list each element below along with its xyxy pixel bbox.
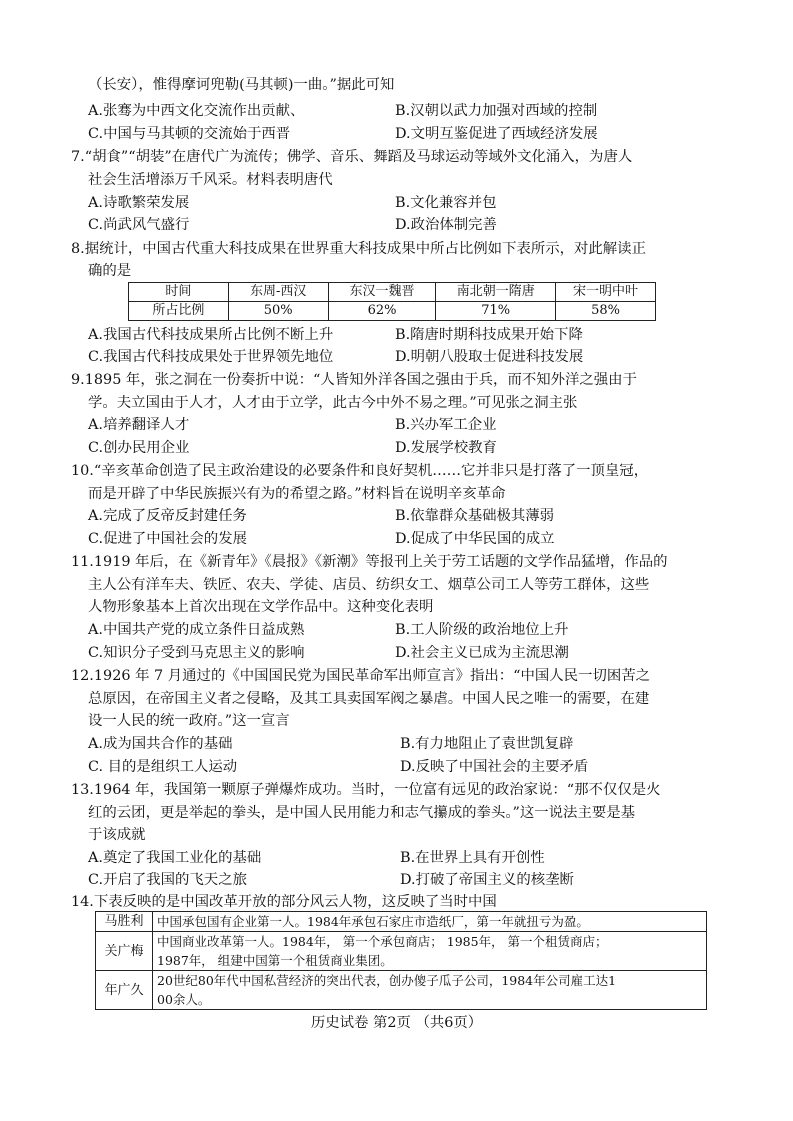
table-row [129, 302, 656, 321]
q9-option-a[interactable]: A.培养翻译人才 [88, 417, 190, 433]
q10-option-c[interactable]: C.促进了中国社会的发展 [88, 531, 247, 547]
q13-option-c[interactable]: C.开启了我国的飞天之旅 [88, 872, 247, 888]
q11-option-d[interactable]: D.社会主义已成为主流思潮 [395, 645, 569, 661]
q7-option-b[interactable]: B.文化兼容并包 [395, 195, 497, 211]
q13-stem-line3: 于该成就 [88, 827, 146, 843]
q13-stem-line2: 红的云团，更是举起的拳头，是中国人民用能力和志气攥成的拳头。”这一说法主要是基 [88, 805, 636, 821]
q8-option-b[interactable]: B.隋唐时期科技成果开始下降 [395, 327, 583, 343]
q12-option-d[interactable]: D.反映了中国社会的主要矛盾 [400, 759, 589, 775]
table-cell: 71% [436, 302, 556, 321]
q12-stem-line1: 12.1926 年 7 月通过的《中国国民党为国民革命军出师宣言》指出：“中国人民一切困苦之 [71, 668, 651, 684]
q8-option-a[interactable]: A.我国古代科技成果所占比例不断上升 [88, 327, 334, 343]
q9-option-d[interactable]: D.发展学校教育 [395, 440, 497, 456]
q13-stem-line1: 13.1964 年，我国第一颗原子弹爆炸成功。当时，一位富有远见的政治家说：“那不仅仅是火 [71, 782, 661, 798]
table-cell: 宋一明中叶 [556, 283, 656, 302]
table-cell-desc [153, 971, 707, 1010]
q12-option-a[interactable]: A.成为国共合作的基础 [88, 736, 233, 752]
table-cell-desc [153, 912, 707, 932]
q10-option-b[interactable]: B.依靠群众基础极其薄弱 [395, 508, 555, 524]
table-cell-desc [153, 932, 707, 971]
q13-option-d[interactable]: D.打破了帝国主义的核垄断 [400, 872, 574, 888]
table-row [96, 932, 707, 971]
q10-stem-line1: 10.“辛亥革命创造了民主政治建设的必要条件和良好契机……它并非只是打落了一顶皇冠， [71, 463, 649, 479]
q8-stem-line1: 8.据统计，中国古代重大科技成果在世界重大科技成果中所占比例如下表所示，对此解读正 [71, 241, 646, 257]
desc-line: 00余人。 [157, 992, 211, 1007]
q11-option-a[interactable]: A.中国共产党的成立条件日益成熟 [88, 622, 305, 638]
table-row [96, 971, 707, 1010]
q7-option-a[interactable]: A.诗歌繁荣发展 [88, 195, 190, 211]
table-cell: 所占比例 [129, 302, 229, 321]
q6-option-c[interactable]: C.中国与马其顿的交流始于西晋 [88, 126, 291, 142]
table-cell: 东汉一魏晋 [328, 283, 436, 302]
q10-stem-line2: 而是开辟了中华民族振兴有为的希望之路。”材料旨在说明辛亥革命 [88, 486, 506, 502]
q13-option-b[interactable]: B.在世界上具有开创性 [400, 850, 545, 866]
q10-option-a[interactable]: A.完成了反帝反封建任务 [88, 508, 247, 524]
table-row [96, 912, 707, 932]
q11-stem-line3: 人物形象基本上首次出现在文学作品中。这种变化表明 [88, 599, 434, 615]
q10-option-d[interactable]: D.促成了中华民国的成立 [395, 531, 555, 547]
table-cell: 50% [228, 302, 328, 321]
table-cell-name: 关广梅 [96, 932, 153, 971]
table-cell: 58% [556, 302, 656, 321]
q6-option-d[interactable]: D.文明互鉴促进了西域经济发展 [395, 126, 598, 142]
q9-stem-line2: 学。夫立国由于人才，人才由于立学，此古今中外不易之理。”可见张之洞主张 [88, 395, 578, 411]
desc-line: 1987年， 组建中国第一个租赁商业集团。 [157, 953, 393, 968]
table-cell: 62% [328, 302, 436, 321]
q13-option-a[interactable]: A.奠定了我国工业化的基础 [88, 850, 262, 866]
page-footer: 历史试卷 第2页 （共6页） [310, 1015, 483, 1031]
q11-option-c[interactable]: C.知识分子受到马克思主义的影响 [88, 645, 305, 661]
q7-option-c[interactable]: C.尚武风气盛行 [88, 217, 190, 233]
q11-option-b[interactable]: B.工人阶级的政治地位上升 [395, 622, 569, 638]
q6-stem-tail: （长安），惟得摩诃兜勒(马其顿)一曲。”据此可知 [88, 77, 395, 93]
q12-stem-line2: 总原因，在帝国主义者之侵略，及其工具卖国军阀之暴虐。中国人民之唯一的需要，在建 [88, 691, 650, 707]
q7-stem-line2: 社会生活增添万千风采。材料表明唐代 [88, 172, 333, 188]
q9-option-b[interactable]: B.兴办军工企业 [395, 417, 497, 433]
table-cell-name: 年广久 [96, 971, 153, 1010]
q8-option-d[interactable]: D.明朝八股取士促进科技发展 [395, 349, 584, 365]
q12-option-b[interactable]: B.有力地阻止了袁世凯复辟 [400, 736, 574, 752]
q12-stem-line3: 设一人民的统一政府。”这一宣言 [88, 713, 290, 729]
q7-option-d[interactable]: D.政治体制完善 [395, 217, 497, 233]
table-cell: 南北朝一隋唐 [436, 283, 556, 302]
table-header-row [129, 283, 656, 302]
q8-option-c[interactable]: C.我国古代科技成果处于世界领先地位 [88, 349, 334, 365]
q14-stem-line1: 14.下表反映的是中国改革开放的部分风云人物，这反映了当时中国 [71, 894, 497, 910]
q9-stem-line1: 9.1895 年，张之洞在一份奏折中说：“人皆知外洋各国之强由于兵，而不知外洋之强由于 [71, 372, 637, 388]
q11-stem-line1: 11.1919 年后，在《新青年》《晨报》《新潮》等报刊上关于劳工话题的文学作品猛增，作品的 [71, 554, 668, 570]
q11-stem-line2: 主人公有洋车夫、铁匠、农夫、学徒、店员、纺织女工、烟草公司工人等劳工群体，这些 [88, 577, 650, 593]
q9-option-c[interactable]: C.创办民用企业 [88, 440, 190, 456]
table-cell-name: 马胜利 [96, 912, 153, 932]
desc-line: 中国商业改革第一人。1984年， 第一个承包商店； 1985年， 第一个租赁商店； [157, 934, 608, 949]
q8-stem-line2: 确的是 [88, 263, 132, 279]
q8-ratio-table [128, 282, 656, 321]
table-cell: 东周-西汉 [228, 283, 328, 302]
q12-option-c[interactable]: C. 目的是组织工人运动 [88, 759, 238, 775]
q6-option-a[interactable]: A.张骞为中西文化交流作出贡献、 [88, 103, 305, 119]
desc-line: 中国承包国有企业第一人。1984年承包石家庄市造纸厂，第一年就扭亏为盈。 [157, 914, 589, 929]
desc-line: 20世纪80年代中国私营经济的突出代表，创办傻子瓜子公司，1984年公司雇工达1 [157, 973, 617, 988]
q14-figures-table [95, 911, 707, 1010]
q7-stem-line1: 7.“胡食”“胡装”在唐代广为流传；佛学、音乐、舞蹈及马球运动等域外文化涌入，为唐人 [71, 149, 633, 165]
table-cell: 时间 [129, 283, 229, 302]
q6-option-b[interactable]: B.汉朝以武力加强对西域的控制 [395, 103, 598, 119]
